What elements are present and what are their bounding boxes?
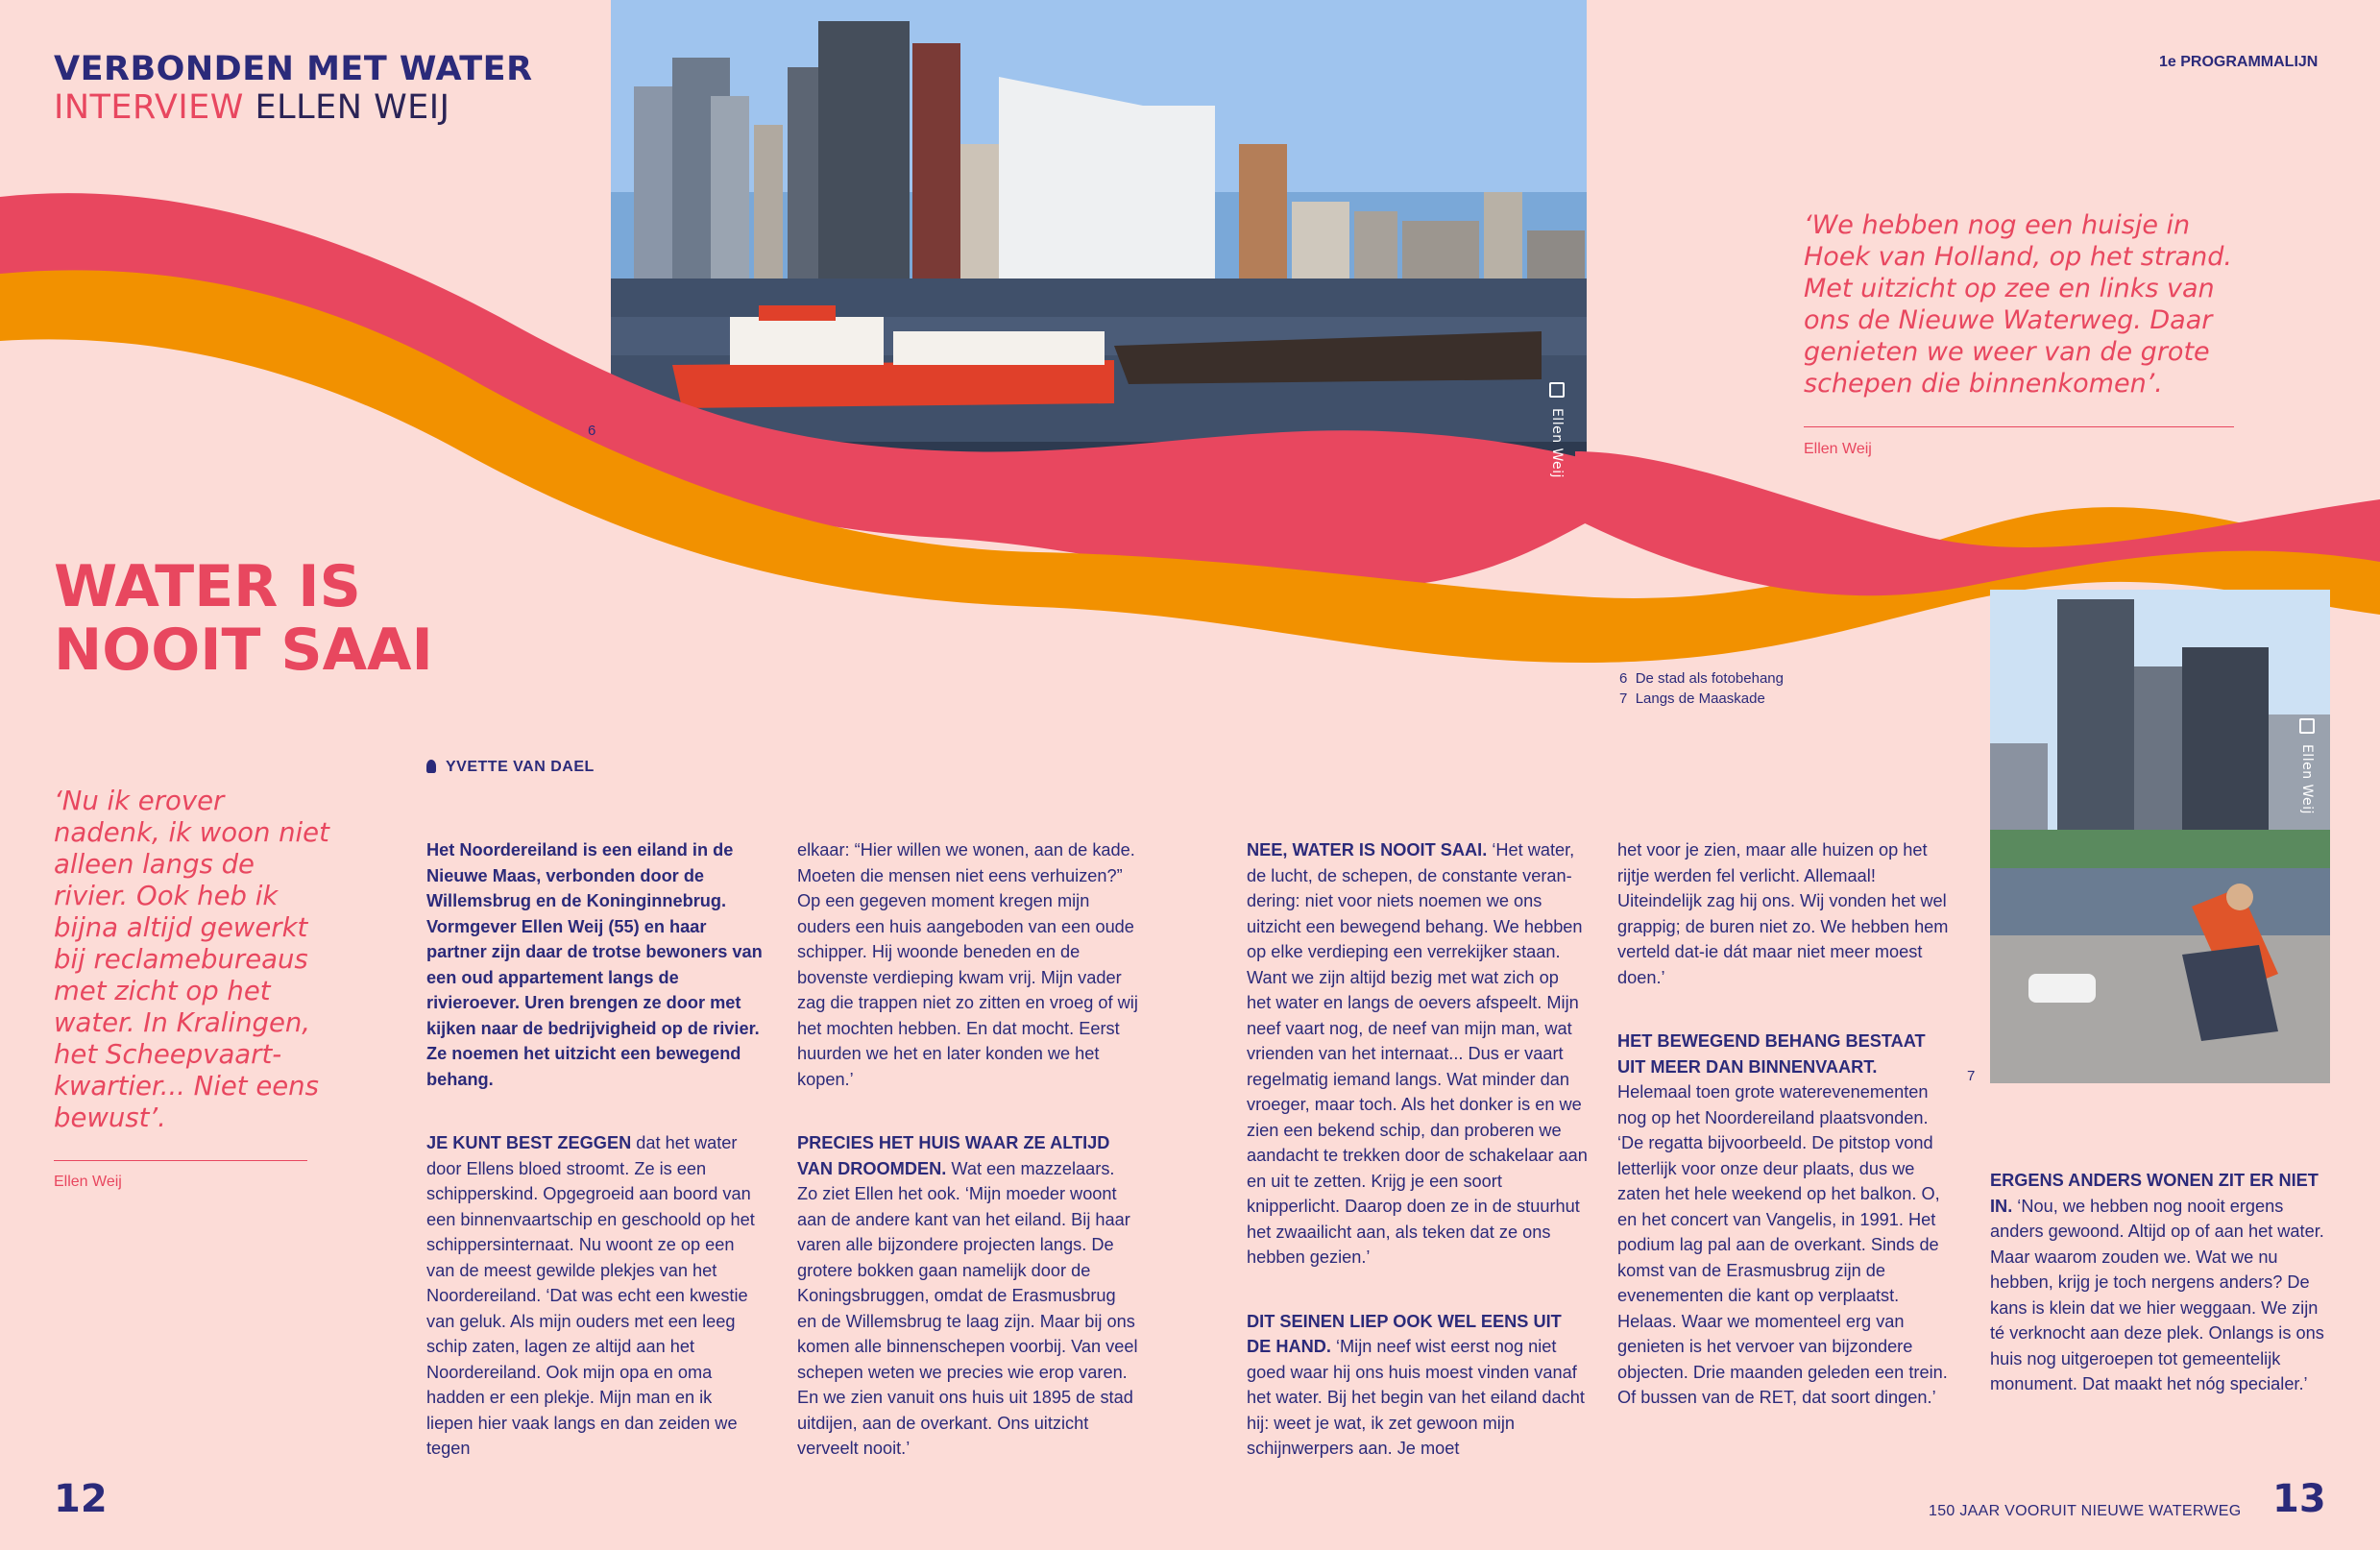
page-headline (54, 555, 630, 682)
article-column-3 (1247, 837, 1588, 1462)
interviewee-name: ELLEN WEIJ (255, 88, 450, 127)
paragraph-text: ‘Mijn neef wist eerst nog niet goed waar hij ons huis moest vinden vanaf het water. Bij het begin van het eiland dacht hij: weet je wat, ik zet gewoon mijn schijnwerpers aan. Je moet (1247, 1337, 1585, 1458)
photo-7-credit (2299, 718, 2315, 814)
pen-nib-icon (426, 760, 436, 773)
article-paragraph (1247, 837, 1588, 1271)
paragraph-kicker: HET BEWEGEND BEHANG BESTAAT UIT MEER DAN BINNENVAART. (1617, 1031, 1926, 1077)
article-paragraph: het voor je zien, maar alle huizen op het rijtje werden fel verlicht. Allemaal! Uiteindelijk zag hij ons. Wij vonden het wel grappig; de buren niet zo. We hebben hem verteld dat-ie dát maar niet meer moest doen.’ (1617, 840, 1949, 987)
pull-quote-right: ‘We hebben nog een huisje in Hoek van Holland, op het strand. Met uitzicht op zee en links van ons de Nieuwe Waterweg. Daar genieten we weer van de grote schepen die binnenkomen’. (1804, 210, 2232, 399)
caption-6-text: De stad als fotobehang (1635, 670, 1784, 687)
camera-icon (1549, 382, 1565, 398)
paragraph-kicker: DIT SEINEN LIEP OOK WEL EENS UIT DE HAND. (1247, 1311, 1562, 1356)
programmalijn-label: 1e PROGRAMMALIJN (2159, 54, 2319, 70)
paragraph-text: ‘Het water, de lucht, de schepen, de constante veran-dering: niet voor niets noemen we ons uitzicht een bewegend behang. We hebben op elke verdieping een verrekijker staan. Want we zijn altijd bezig met wat zich op het water en langs de oevers afspeelt. Mijn neef vaart nog, de neef van mijn man, wat vrienden van het internaat... Dus er vaart regelmatig iemand langs. Wat minder dan vroeger, maar toch. Als het donker is en we zien een bekend schip, dan proberen we aandacht te trekken door de schakelaar aan en uit te zetten. Krijg je een soort knipperlicht. Daarop doen ze in de stuurhut het zwaailicht aan, als teken dat ze ons hebben gezien.’ (1247, 840, 1588, 1267)
article-paragraph (1617, 1029, 1954, 1411)
paragraph-text: Wat een mazzelaars. Zo ziet Ellen het ook. ‘Mijn moeder woont aan de andere kant van het eiland. Bij haar varen alle bijzondere projecten langs. De grotere bokken gaan namelijk door de Koningsbruggen, omdat de Erasmusbrug en de Willemsbrug te laag zijn. Maar bij ons komen alle binnenschepen voorbij. Van veel schepen weten we precies wie erop varen. En we zien vanuit ons huis uit 1895 de stad uitdijen, aan de overkant. Ons uitzicht verveelt nooit.’ (797, 1158, 1138, 1458)
photo-6-credit-text: Ellen Weij (1549, 407, 1565, 478)
section-title: VERBONDEN MET WATER (54, 50, 533, 88)
photo-6-number: 6 (588, 423, 596, 439)
article-paragraph (797, 1130, 1138, 1462)
article-column-5 (1990, 1168, 2331, 1397)
photo-6-credit (1549, 382, 1565, 478)
article-column-2 (797, 837, 1138, 1462)
paragraph-text: ‘Nou, we hebben nog nooit ergens anders gewoond. Altijd op of aan het water. Maar waarom zouden we. Wat we nu hebben, krijg je toch nergens anders? De kans is klein dat we hier weggaan. We zijn té verknocht aan deze plek. Onlangs is ons huis nog uitgeroepen tot gemeentelijk monument. Dat maakt het nóg specialer.’ (1990, 1196, 2324, 1393)
headline-line-2: NOOIT SAAI (54, 617, 433, 684)
paragraph-text: Helemaal toen grote waterevenementen nog op het Noordereiland plaatsvonden. ‘De regatta bijvoorbeeld. De pitstop vond letterlijk voor onze deur plaats, dus we zaten het hele weekend op het balkon. O, en het concert van Vangelis, in 1991. Het podium lag pal aan de overkant. Sinds de komst van de Erasmusbrug zijn de evenementen die kant op verplaatst. Helaas. Waar we momenteel erg van genieten is het vervoer van bijzondere objecten. Drie maanden geleden een trein. Of bussen van de RET, dat soort dingen.’ (1617, 1082, 1948, 1407)
headline-line-1: WATER IS (54, 553, 361, 620)
quote-right-divider (1804, 426, 2234, 427)
quote-left-author: Ellen Weij (54, 1174, 122, 1190)
article-paragraph (426, 1130, 763, 1462)
paragraph-kicker: NEE, WATER IS NOOIT SAAI. (1247, 840, 1488, 860)
article-column-1 (426, 837, 763, 1462)
interview-line (54, 88, 449, 127)
publication-footer: 150 JAAR VOORUIT NIEUWE WATERWEG (1929, 1503, 2242, 1519)
caption-7 (1619, 689, 1784, 709)
photo-7-number: 7 (1967, 1068, 1976, 1084)
article-paragraph (1247, 1309, 1588, 1462)
page-number-left: 12 (54, 1477, 108, 1521)
pull-quote-left: ‘Nu ik erover nadenk, ik woon niet alleen langs de rivier. Ook heb ik bijna altijd gewerkt bij reclamebureaus met zicht op het water. In Kralingen, het Scheepvaart-kwartier... Niet eens bewust’. (54, 786, 329, 1133)
paragraph-kicker: ERGENS ANDERS WONEN ZIT ER NIET IN. (1990, 1171, 2319, 1216)
quote-left-divider (54, 1160, 307, 1161)
paragraph-text: dat het water door Ellens bloed stroomt. Ze is een schipperskind. Opgegroeid aan boord van een binnenvaartschip en geschoold op het schippersinternaat. Nu woont ze op een van de meest gewilde plekjes van het Noordereiland. ‘Dat was echt een kwestie van geluk. Als mijn ouders met een leeg schip zaten, lagen ze altijd aan het Noordereiland. Ook mijn opa en oma hadden er een plekje. Mijn man en ik liepen hier vaak langs en dan zeiden we tegen (426, 1133, 755, 1458)
byline-text: YVETTE VAN DAEL (446, 759, 595, 775)
photo-7-illustration (1990, 590, 2330, 1083)
interview-label: INTERVIEW (54, 88, 244, 127)
caption-7-number: 7 (1619, 690, 1628, 707)
article-intro: Het Noordereiland is een eiland in de Nieuwe Maas, verbonden door de Willemsbrug en de Koninginnebrug. Vormgever Ellen Weij (55) en haar partner zijn daar de trotse bewoners van een oud appartement langs de rivieroever. Uren brengen ze door met kijken naar de bedrijvigheid op de rivier. Ze noemen het uitzicht een bewegend behang. (426, 840, 763, 1089)
paragraph-kicker: JE KUNT BEST ZEGGEN (426, 1133, 632, 1152)
paragraph-kicker: PRECIES HET HUIS WAAR ZE ALTIJD VAN DROOMDEN. (797, 1133, 1110, 1178)
byline (426, 759, 595, 776)
caption-6 (1619, 668, 1784, 689)
photo-7-credit-text: Ellen Weij (2299, 743, 2315, 814)
photo-captions (1619, 668, 1784, 709)
quote-right-author: Ellen Weij (1804, 441, 1872, 457)
page-number-right: 13 (2272, 1477, 2326, 1521)
article-column-4 (1617, 837, 1954, 1411)
caption-7-text: Langs de Maaskade (1635, 690, 1765, 707)
camera-icon (2299, 718, 2315, 734)
caption-6-number: 6 (1619, 670, 1628, 687)
article-paragraph (1990, 1168, 2331, 1397)
photo-7-quay (1990, 590, 2330, 1083)
article-paragraph: elkaar: “Hier willen we wonen, aan de kade. Moeten die mensen niet eens verhuizen?” Op een gegeven moment kregen mijn ouders een huis aangeboden van een oude schipper. Hij woonde beneden en de bovenste verdieping kwam vrij. Mijn vader zag die trappen niet zo zitten en vroeg of wij het mochten hebben. En dat mocht. Eerst huurden we het en later konden we het kopen.’ (797, 840, 1138, 1089)
